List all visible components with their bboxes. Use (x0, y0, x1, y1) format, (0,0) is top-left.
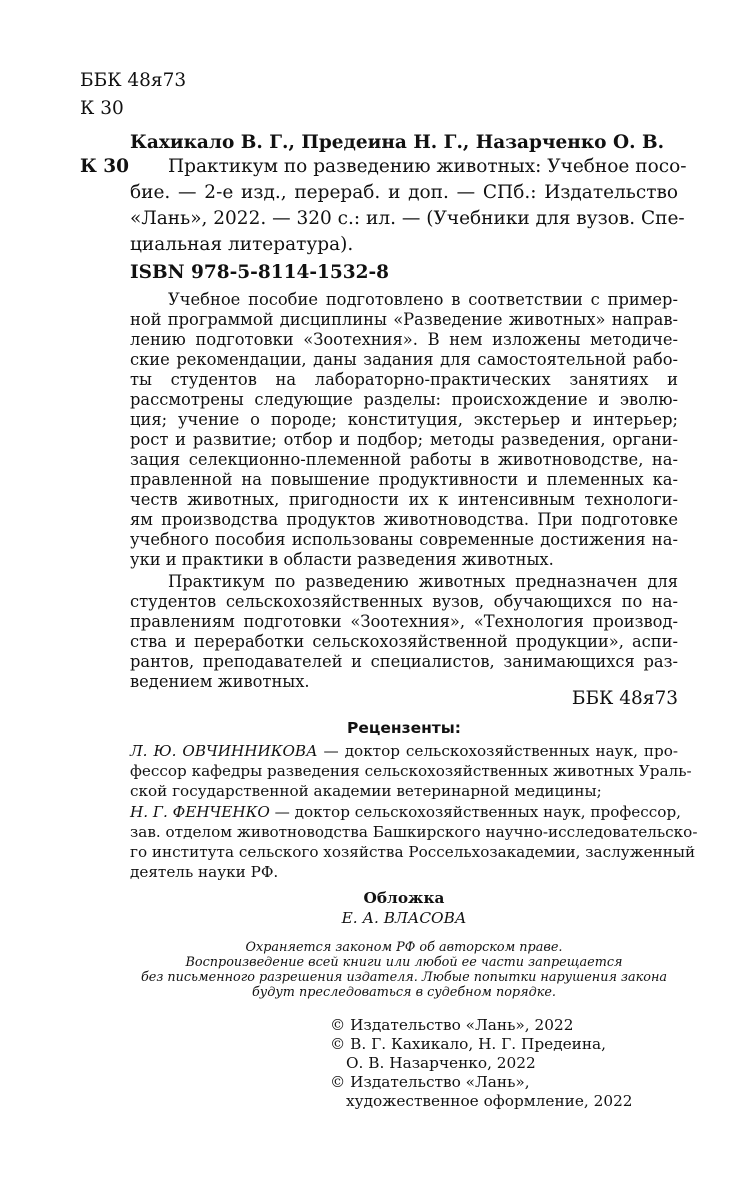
abstract-line: ские рекомендации, даны задания для самостоятельной рабо- (130, 350, 678, 369)
abstract-line: ведением животных. (130, 672, 310, 691)
legal-line: будут преследоваться в судебном порядке. (252, 985, 556, 1000)
abstract-line: ной программой дисциплины «Разведение животных» направ- (130, 310, 678, 329)
biblio-line: циальная литература). (130, 234, 354, 255)
reviewer-line: Н. Г. ФЕНЧЕНКО — доктор сельскохозяйственных наук, профессор, (130, 803, 682, 821)
author-mark: К 30 (80, 98, 124, 119)
cover-artist: Е. А. ВЛАСОВА (341, 909, 467, 927)
biblio-line: бие. — 2-е изд., перераб. и доп. — СПб.: Издательство (130, 182, 678, 203)
abstract-line: Практикум по разведению животных предназначен для (168, 572, 678, 591)
copyright-line: © Издательство «Лань», 2022 (330, 1016, 574, 1034)
reviewer-line: деятель науки РФ. (130, 863, 279, 881)
bbk-right: ББК 48я73 (571, 688, 678, 709)
bbk-code: ББК 48я73 (80, 70, 187, 91)
abstract-line: студентов сельскохозяйственных вузов, обучающихся по на- (130, 592, 678, 611)
reviewer-line: ской государственной академии ветеринарной медицины; (130, 782, 602, 800)
abstract-line: ция; учение о породе; конституция, экстерьер и интерьер; (130, 410, 678, 429)
legal-line: Воспроизведение всей книги или любой ее части запрещается (185, 955, 623, 970)
reviewer-line: фессор кафедры разведения сельскохозяйственных животных Ураль- (130, 762, 692, 780)
abstract-line: честв животных, пригодности их к интенсивным технологи- (130, 490, 678, 509)
copyright-line: © В. Г. Кахикало, Н. Г. Предеина, (330, 1035, 607, 1053)
abstract-line: уки и практики в области разведения животных. (130, 550, 554, 569)
abstract-line: рантов, преподавателей и специалистов, занимающихся раз- (130, 652, 678, 671)
copyright-line: художественное оформление, 2022 (346, 1092, 633, 1110)
abstract-line: зация селекционно-племенной работы в животноводстве, на- (130, 450, 678, 469)
biblio-line: «Лань», 2022. — 320 с.: ил. — (Учебники для вузов. Спе- (130, 208, 685, 229)
reviewer-name: Н. Г. ФЕНЧЕНКО (130, 803, 270, 821)
abstract-line: ства и переработки сельскохозяйственной продукции», аспи- (130, 632, 678, 651)
abstract-line: ям производства продуктов животноводства. При подготовке (130, 510, 678, 529)
abstract-line: ты студентов на лабораторно-практических занятиях и (130, 370, 678, 389)
reviewer-line: Л. Ю. ОВЧИННИКОВА — доктор сельскохозяйственных наук, про- (130, 742, 678, 760)
abstract-line: лению подготовки «Зоотехния». В нем изложены методиче- (130, 330, 678, 349)
authors-line: Кахикало В. Г., Предеина Н. Г., Назарченко О. В. (130, 132, 665, 153)
abstract-line: правлениям подготовки «Зоотехния», «Технология производ- (130, 612, 678, 631)
copyright-line: © Издательство «Лань», (330, 1073, 530, 1091)
cover-title: Обложка (363, 889, 445, 907)
reviewer-line: го института сельского хозяйства Россельхозакадемии, заслуженный (130, 843, 696, 861)
reviewer-name: Л. Ю. ОВЧИННИКОВА (130, 742, 318, 760)
isbn: ISBN 978-5-8114-1532-8 (130, 262, 390, 283)
copyright-line: О. В. Назарченко, 2022 (346, 1054, 536, 1072)
reviewer-line: зав. отделом животноводства Башкирского научно-исследовательско- (130, 823, 698, 841)
abstract-line: учебного пособия использованы современные достижения на- (130, 530, 678, 549)
legal-line: Охраняется законом РФ об авторском праве. (245, 940, 563, 955)
abstract-line: правленной на повышение продуктивности и племенных ка- (130, 470, 678, 489)
legal-line: без письменного разрешения издателя. Любые попытки нарушения закона (140, 970, 668, 985)
reviewers-title: Рецензенты: (346, 719, 461, 737)
catalog-mark: К 30 (80, 156, 130, 177)
abstract-line: Учебное пособие подготовлено в соответствии с пример- (168, 290, 678, 309)
abstract-line: рассмотрены следующие разделы: происхождение и эволю- (130, 390, 678, 409)
abstract-line: рост и развитие; отбор и подбор; методы разведения, органи- (130, 430, 678, 449)
biblio-line: Практикум по разведению животных: Учебное посо- (168, 156, 687, 177)
